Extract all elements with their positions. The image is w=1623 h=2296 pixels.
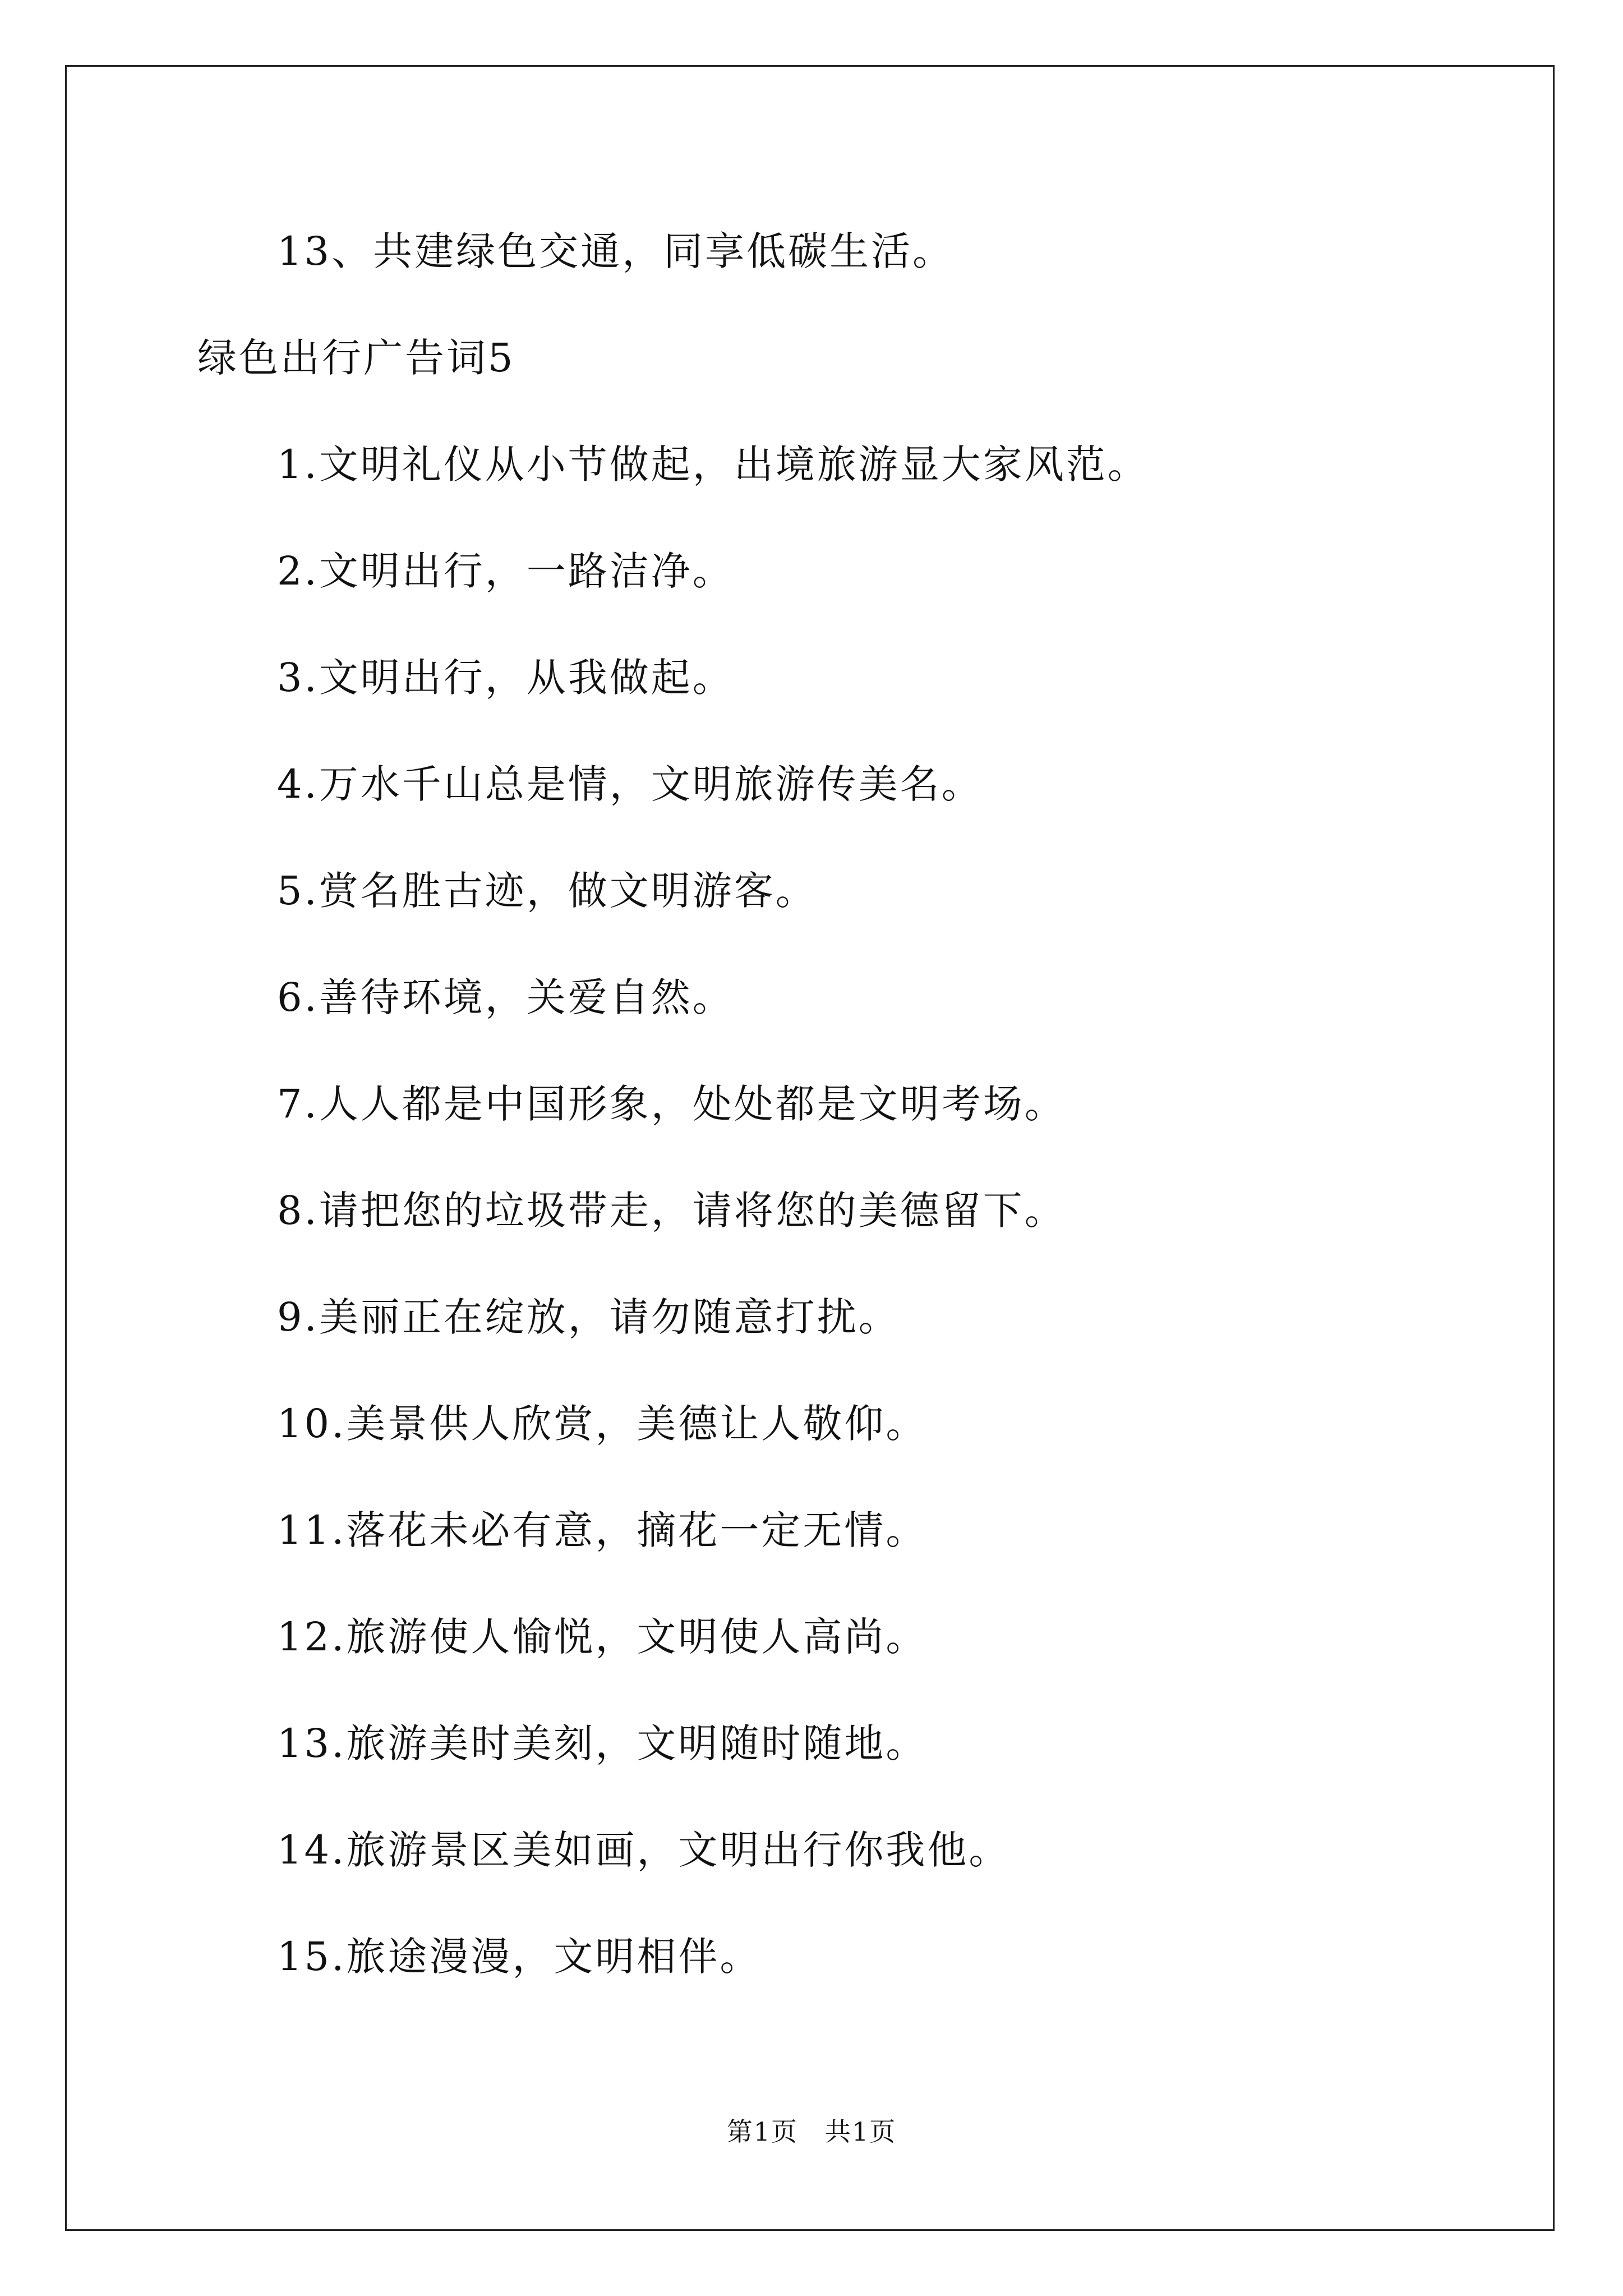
slogan-line: 13、共建绿色交通，同享低碳生活。 xyxy=(277,228,955,274)
page-border xyxy=(65,65,1555,2231)
slogan-line: 7.人人都是中国形象，处处都是文明考场。 xyxy=(277,1081,1066,1127)
slogan-line: 4.万水千山总是情，文明旅游传美名。 xyxy=(277,761,983,807)
slogan-line: 11.落花未必有意，摘花一定无情。 xyxy=(277,1507,928,1553)
slogan-line: 10.美景供人欣赏，美德让人敬仰。 xyxy=(277,1401,928,1447)
slogan-line: 15.旅途漫漫，文明相伴。 xyxy=(277,1934,762,1980)
slogan-line: 2.文明出行，一路洁净。 xyxy=(277,548,734,594)
slogan-line: 13.旅游美时美刻，文明随时随地。 xyxy=(277,1720,928,1766)
page-footer: 第1页 共1页 xyxy=(726,2116,897,2147)
slogan-line: 1.文明礼仪从小节做起，出境旅游显大家风范。 xyxy=(277,441,1149,487)
slogan-line: 14.旅游景区美如画，文明出行你我他。 xyxy=(277,1827,1011,1873)
slogan-line: 6.善待环境，关爱自然。 xyxy=(277,974,734,1020)
slogan-line: 3.文明出行，从我做起。 xyxy=(277,655,734,701)
slogan-line: 12.旅游使人愉悦，文明使人高尚。 xyxy=(277,1614,928,1660)
section-heading: 绿色出行广告词5 xyxy=(197,335,515,381)
slogan-line: 5.赏名胜古迹，做文明游客。 xyxy=(277,868,817,914)
slogan-line: 9.美丽正在绽放，请勿随意打扰。 xyxy=(277,1294,900,1340)
slogan-line: 8.请把您的垃圾带走，请将您的美德留下。 xyxy=(277,1188,1066,1234)
